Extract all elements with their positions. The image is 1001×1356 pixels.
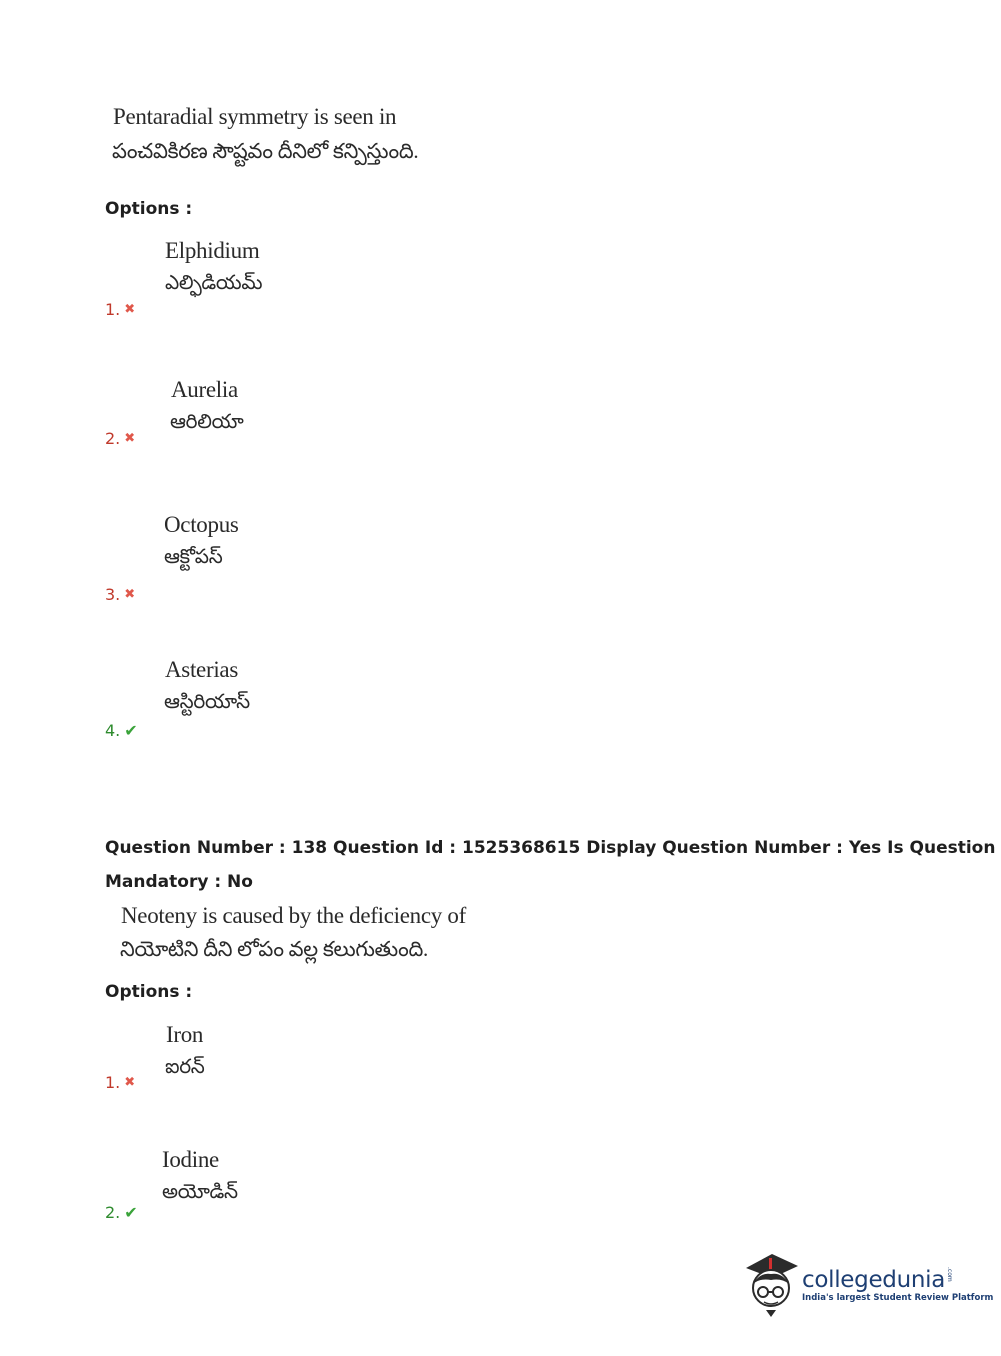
option-text-en: Aurelia — [171, 377, 238, 402]
option-text-en: Elphidium — [165, 238, 260, 263]
question-text-te: పంచవికిరణ సౌష్టవం దీనిలో కన్పిస్తుంది. — [112, 139, 419, 163]
options-label: Options : — [105, 982, 193, 1002]
option-number — [105, 1203, 138, 1222]
option-text-te: ఆక్టోపస్ — [164, 546, 223, 568]
option-index: 1. — [105, 1073, 121, 1092]
option-index: 3. — [105, 585, 121, 604]
logo-text — [802, 1267, 993, 1303]
options-label: Options : — [105, 199, 193, 219]
option-number — [105, 1073, 135, 1092]
check-icon: ✔ — [124, 721, 138, 740]
option-text-te: ఎల్ఫిడియమ్ — [165, 272, 263, 294]
option-text-te: ఐరన్ — [165, 1056, 205, 1078]
logo-suffix: .com — [946, 1267, 954, 1282]
question-meta: Question Number : 138 Question Id : 1525368615 Display Question Number : Yes Is Question — [105, 838, 996, 858]
option-text-en: Iron — [166, 1022, 204, 1047]
collegedunia-logo — [742, 1250, 993, 1320]
wrong-icon: ✖ — [124, 431, 136, 446]
option-number — [105, 300, 135, 319]
question-text-en: Neoteny is caused by the deficiency of — [121, 903, 466, 928]
logo-tagline: India's largest Student Review Platform — [802, 1293, 994, 1303]
option-text-en: Asterias — [165, 657, 238, 682]
option-text-te: ఆరిలియా — [170, 411, 244, 433]
mascot-icon — [742, 1250, 800, 1320]
option-number — [105, 721, 138, 740]
option-text-te: ఆస్టిరియాస్ — [164, 691, 250, 713]
option-index: 2. — [105, 429, 121, 448]
check-icon: ✔ — [124, 1203, 138, 1222]
question-text-te: నియోటిని దీని లోపం వల్ల కలుగుతుంది. — [120, 937, 428, 961]
question-meta-mandatory: Mandatory : No — [105, 872, 253, 892]
option-number — [105, 585, 135, 604]
question-text-en: Pentaradial symmetry is seen in — [113, 104, 397, 129]
wrong-icon: ✖ — [124, 302, 136, 317]
option-text-en: Iodine — [162, 1147, 219, 1172]
option-text-en: Octopus — [164, 512, 239, 537]
option-text-te: అయోడిన్ — [162, 1181, 238, 1203]
option-index: 2. — [105, 1203, 121, 1222]
option-index: 4. — [105, 721, 121, 740]
wrong-icon: ✖ — [124, 1075, 136, 1090]
option-number — [105, 429, 135, 448]
logo-name: collegedunia — [802, 1267, 946, 1293]
wrong-icon: ✖ — [124, 587, 136, 602]
option-index: 1. — [105, 300, 121, 319]
